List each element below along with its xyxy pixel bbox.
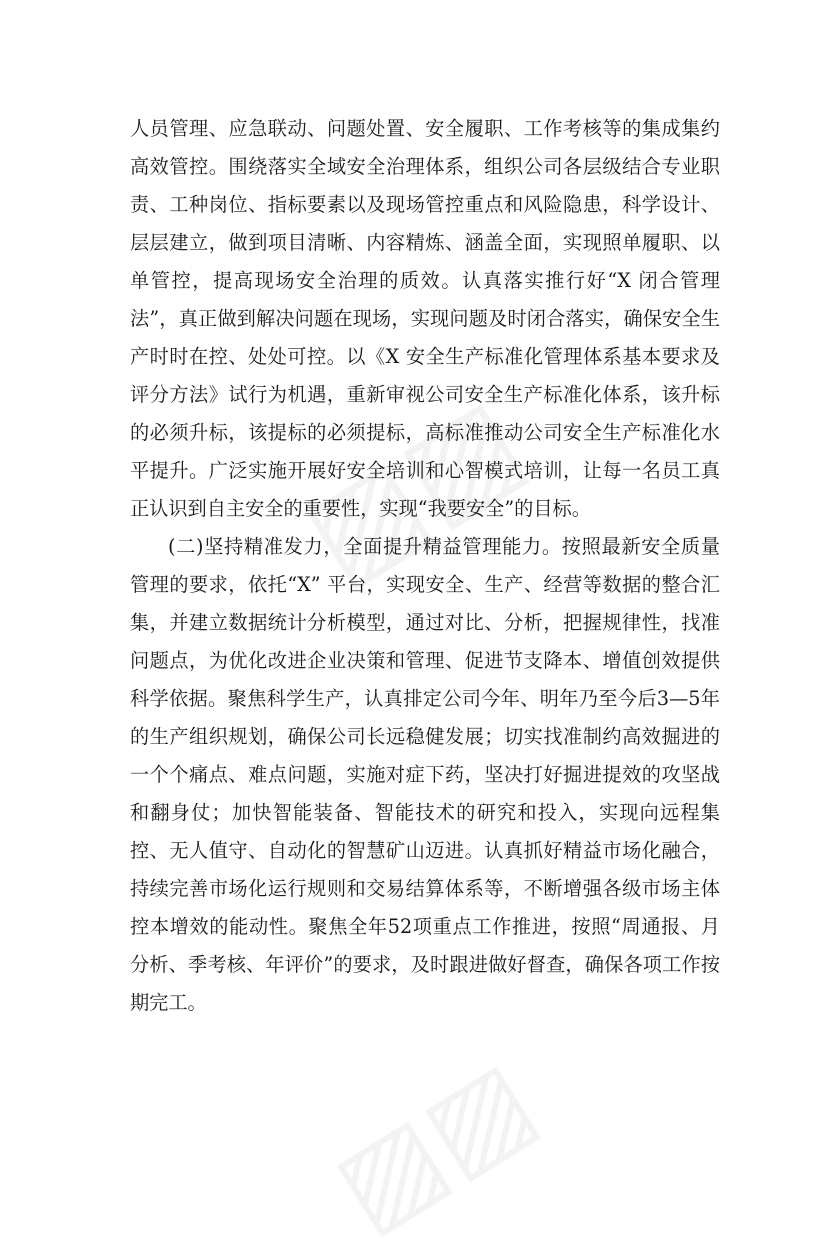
document-body <box>130 110 720 1022</box>
paragraph-safety-governance: 人员管理、应急联动、问题处置、安全履职、工作考核等的集成集约高效管控。围绕落实全域安全治理体系，组织公司各层级结合专业职责、工种岗位、指标要素以及现场管控重点和风险隐患，科学设计、层层建立，做到项目清晰、内容精炼、涵盖全面，实现照单履职、以单管控，提高现场安全治理的质效。认真落实推行好“X 闭合管理法”，真正做到解决问题在现场，实现问题及时闭合落实，确保安全生产时时在控、处处可控。以《X 安全生产标准化管理体系基本要求及评分方法》试行为机遇，重新审视公司安全生产标准化体系，该升标的必须升标，该提标的必须提标，高标准推动公司安全生产标准化水平提升。广泛实施开展好安全培训和心智模式培训，让每一名员工真正认识到自主安全的重要性，实现“我要安全”的目标。 <box>130 117 720 520</box>
watermark-shape-bottom <box>312 1035 556 1253</box>
paragraph-lean-management: (二)坚持精准发力，全面提升精益管理能力。按照最新安全质量管理的要求，依托“X” 平台，实现安全、生产、经营等数据的整合汇集，并建立数据统计分析模型，通过对比、分析，把握规律性，找准问题点，为优化改进企业决策和管理、促进节支降本、增值创效提供科学依据。聚焦科学生产，认真排定公司今年、明年乃至今后3—5年的生产组织规划，确保公司长远稳健发展；切实找准制约高效掘进的一个个痛点、难点问题，实施对症下药，坚决打好掘进提效的攻坚战和翻身仗；加快智能装备、智能技术的研究和投入，实现向远程集控、无人值守、自动化的智慧矿山迈进。认真抓好精益市场化融合，持续完善市场化运行规则和交易结算体系等，不断增强各级市场主体控本增效的能动性。聚焦全年52项重点工作推进，按照“周通报、月分析、季考核、年评价”的要求，及时跟进做好督查，确保各项工作按期完工。 <box>130 535 720 1014</box>
